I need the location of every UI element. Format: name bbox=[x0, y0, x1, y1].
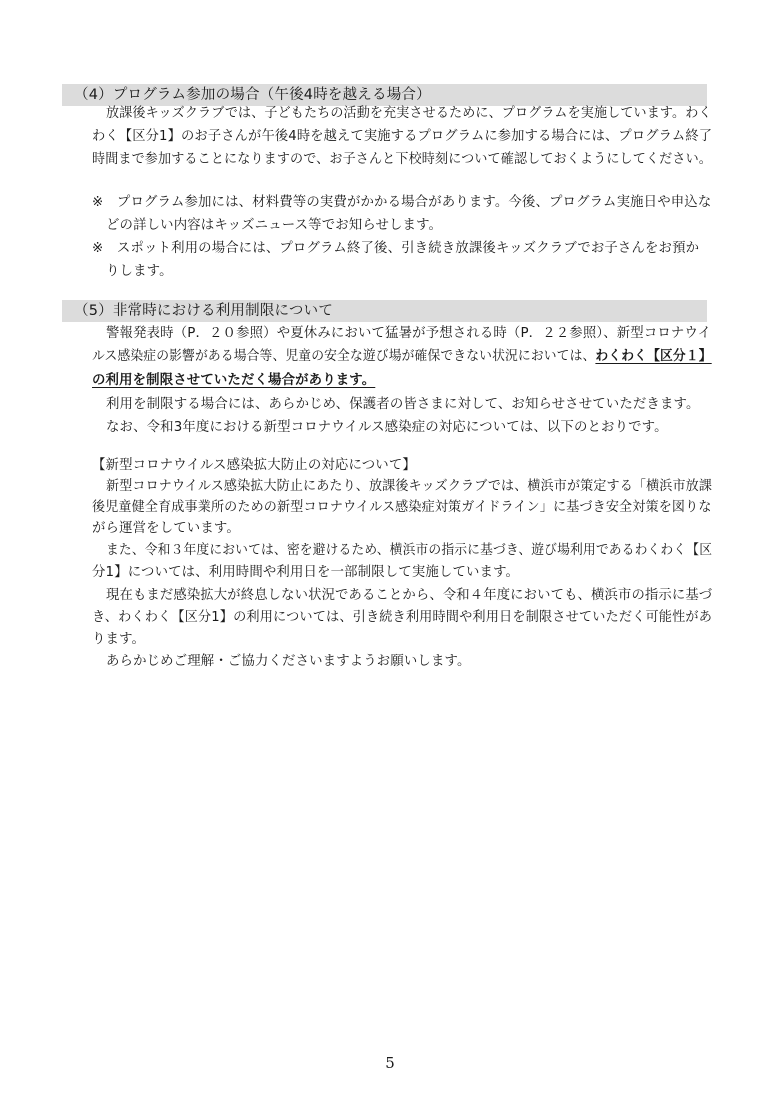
section-5-line-text: ルス感染症の影響がある場合等、児童の安全な遊び場が確保できない状況においては、 bbox=[92, 349, 596, 364]
section-5-line: 警報発表時（P．２０参照）や夏休みにおいて猛暑が予想される時（P．２２参照）、新型コロナウイ bbox=[106, 326, 712, 341]
section-4-paragraph-line: 放課後キッズクラブでは、子どもたちの活動を充実させるために、プログラムを実施しています。わく bbox=[106, 106, 712, 121]
covid-notice-line: がら運営をしています。 bbox=[92, 521, 240, 536]
section-5-line bbox=[92, 348, 712, 366]
covid-notice-line: き、わくわく【区分1】の利用については、引き続き利用時間や利用日を制限させていただく可能性があ bbox=[92, 610, 713, 625]
section-4-note: どの詳しい内容はキッズニュース等でお知らせします。 bbox=[106, 218, 443, 233]
covid-notice-title: 【新型コロナウイルス感染拡大防止の対応について】 bbox=[92, 458, 416, 473]
section-4-heading: （4）プログラム参加の場合（午後4時を越える場合） bbox=[62, 84, 707, 106]
section-5-emphasis: の利用を制限させていただく場合があります。 bbox=[92, 373, 376, 388]
covid-notice-line: あらかじめご理解・ご協力くださいますようお願いします。 bbox=[106, 654, 471, 669]
section-4-paragraph-line: 時間まで参加することになりますので、お子さんと下校時刻について確認しておくようにしてください。 bbox=[92, 152, 712, 167]
covid-notice-line: 新型コロナウイルス感染拡大防止にあたり、放課後キッズクラブでは、横浜市が策定する「横浜市放課 bbox=[106, 479, 713, 494]
section-5-heading: （5）非常時における利用制限について bbox=[62, 300, 707, 322]
section-4-note: ※ プログラム参加には、材料費等の実費がかかる場合があります。今後、プログラム実施日や申込な bbox=[92, 195, 712, 210]
section-5-emphasis: わくわく【区分１】 bbox=[595, 349, 712, 364]
covid-notice-line: ります。 bbox=[92, 632, 146, 647]
covid-notice-line: 分1】については、利用時間や利用日を一部制限して実施しています。 bbox=[92, 565, 520, 580]
covid-notice-line: 後児童健全育成事業所のための新型コロナウイルス感染症対策ガイドライン」に基づき安全対策を図りな bbox=[92, 500, 712, 515]
section-4-note: りします。 bbox=[106, 264, 173, 279]
section-5-line: 利用を制限する場合には、あらかじめ、保護者の皆さまに対して、お知らせさせていただきます。 bbox=[106, 397, 700, 412]
covid-notice-line: 現在もまだ感染拡大が終息しない状況であることから、令和４年度においても、横浜市の指示に基づ bbox=[106, 588, 713, 603]
section-4-paragraph-line: わく【区分1】のお子さんが午後4時を越えて実施するプログラムに参加する場合には、プログラム終了 bbox=[92, 129, 713, 144]
covid-notice-line: また、令和３年度においては、密を避けるため、横浜市の指示に基づき、遊び場利用であるわくわく【区 bbox=[106, 543, 713, 558]
page-number: 5 bbox=[385, 1054, 395, 1072]
section-5-line: なお、令和3年度における新型コロナウイルス感染症の対応については、以下のとおりです。 bbox=[106, 420, 668, 435]
section-4-note: ※ スポット利用の場合には、プログラム終了後、引き続き放課後キッズクラブでお子さんをお預か bbox=[92, 241, 700, 256]
